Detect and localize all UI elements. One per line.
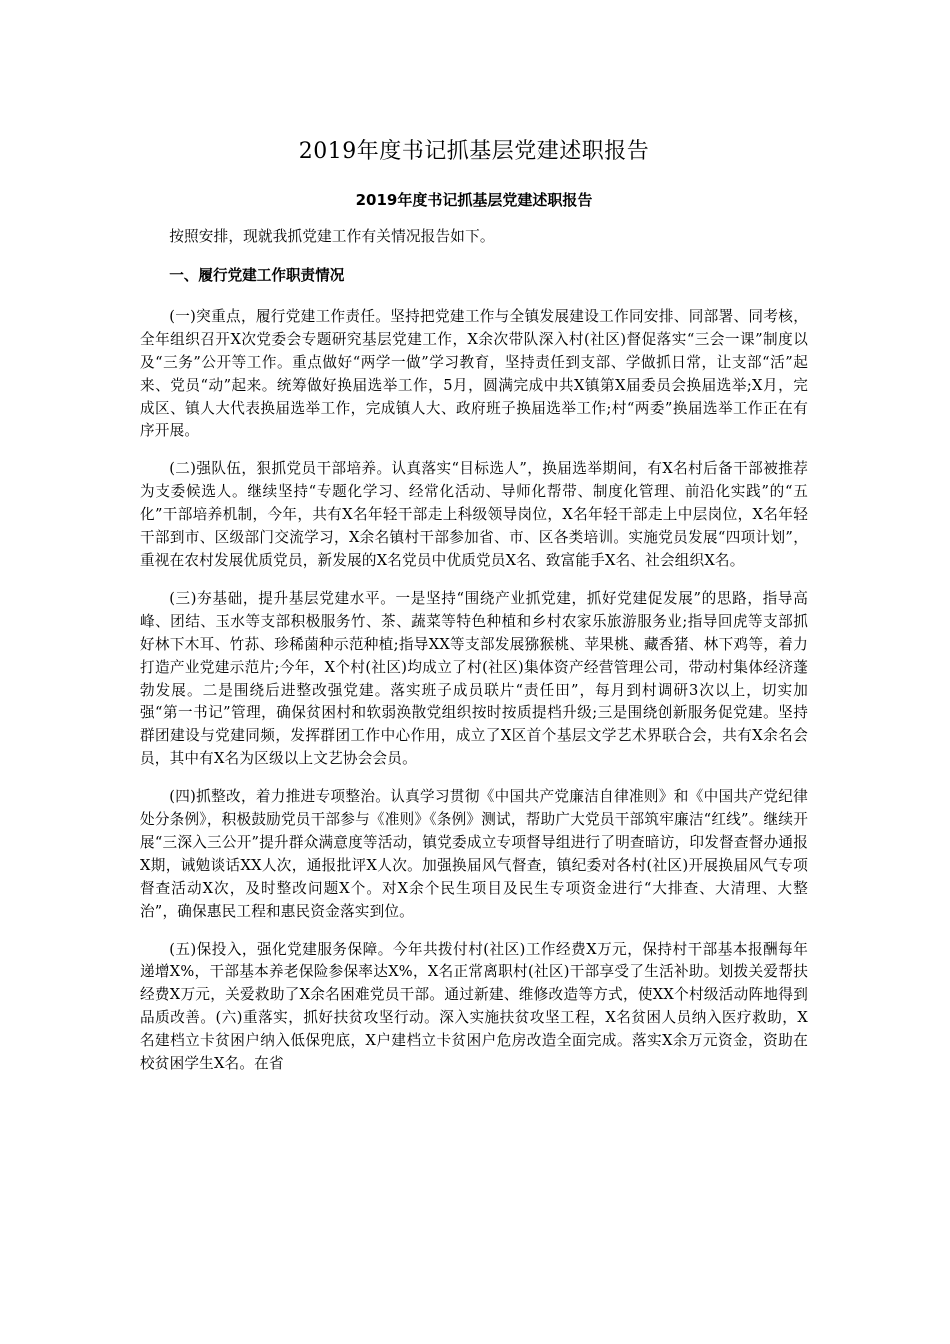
paragraph-5: (五)保投入，强化党建服务保障。今年共拨付村(社区)工作经费X万元，保持村干部基本报酬每年递增X%，干部基本养老保险参保率达X%，X名正常离职村(社区)干部享受了生活补助。划拨关爱帮扶经费X万元，关爱救助了X余名困难党员干部。通过新建、维修改造等方式，使XX个村级活动阵地得到品质改善。(六)重落实，抓好扶贫攻坚行动。深入实施扶贫攻坚工程，X名贫困人员纳入医疗救助，X名建档立卡贫困户纳入低保兜底，X户建档立卡贫困户危房改造全面完成。落实X余万元资金，资助在校贫困学生X名。在省 [140,940,808,1073]
intro-paragraph: 按照安排，现就我抓党建工作有关情况报告如下。 [169,228,495,245]
section-heading: 一、履行党建工作职责情况 [169,266,345,284]
paragraph-2: (二)强队伍，狠抓党员干部培养。认真落实“目标选人”，换届选举期间，有X名村后备干部被推荐为支委候选人。继续坚持“专题化学习、经常化活动、导师化帮带、制度化管理、前沿化实践”的“五化”干部培养机制，今年，共有X名年轻干部走上科级领导岗位，X名年轻干部走上中层岗位，X名年轻干部到市、区级部门交流学习，X余名镇村干部参加省、市、区各类培训。实施党员发展“四项计划”，重视在农村发展优质党员，新发展的X名党员中优质党员X名、致富能手X名、社会组织X名。 [140,460,808,569]
document-title: 2019年度书记抓基层党建述职报告 [298,139,650,164]
paragraph-3: (三)夯基础，提升基层党建水平。一是坚持“围绕产业抓党建，抓好党建促发展”的思路，指导高峰、团结、玉水等支部积极服务竹、茶、蔬菜等特色种植和乡村农家乐旅游服务业;指导回虎等支部抓好林下木耳、竹荪、珍稀菌种示范种植;指导XX等支部发展猕猴桃、苹果桃、藏香猪、林下鸡等，着力打造产业党建示范片;今年，X个村(社区)均成立了村(社区)集体资产经营管理公司，带动村集体经济蓬勃发展。二是围绕后进整改强党建。落实班子成员联片“责任田”，每月到村调研3次以上，切实加强“第一书记”管理，确保贫困村和软弱涣散党组织按时按质提档升级;三是围绕创新服务促党建。坚持群团建设与党建同频，发挥群团工作中心作用，成立了X区首个基层文学艺术界联合会，共有X余名会员，其中有X名为区级以上文艺协会会员。 [140,589,808,768]
document-subtitle: 2019年度书记抓基层党建述职报告 [355,191,593,209]
document-page [140,130,808,1076]
paragraph-4: (四)抓整改，着力推进专项整治。认真学习贯彻《中国共产党廉洁自律准则》和《中国共产党纪律处分条例》，积极鼓励党员干部参与《准则》《条例》测试，帮助广大党员干部筑牢廉洁“红线”。继续开展“三深入三公开”提升群众满意度等活动，镇党委成立专项督导组进行了明查暗访，印发督查督办通报X期，诫勉谈话XX人次，通报批评X人次。加强换届风气督查，镇纪委对各村(社区)开展换届风气专项督查活动X次，及时整改问题X个。对X余个民生项目及民生专项资金进行“大排查、大清理、大整治”，确保惠民工程和惠民资金落实到位。 [140,788,808,920]
paragraph-1: (一)突重点，履行党建工作责任。坚持把党建工作与全镇发展建设工作同安排、同部署、同考核，全年组织召开X次党委会专题研究基层党建工作，X余次带队深入村(社区)督促落实“三会一课”制度以及“三务”公开等工作。重点做好“两学一做”学习教育，坚持责任到支部、学做抓日常，让支部“活”起来、党员“动”起来。统筹做好换届选举工作，5月，圆满完成中共X镇第X届委员会换届选举;X月，完成区、镇人大代表换届选举工作，完成镇人大、政府班子换届选举工作;村“两委”换届选举工作正在有序开展。 [140,307,808,440]
